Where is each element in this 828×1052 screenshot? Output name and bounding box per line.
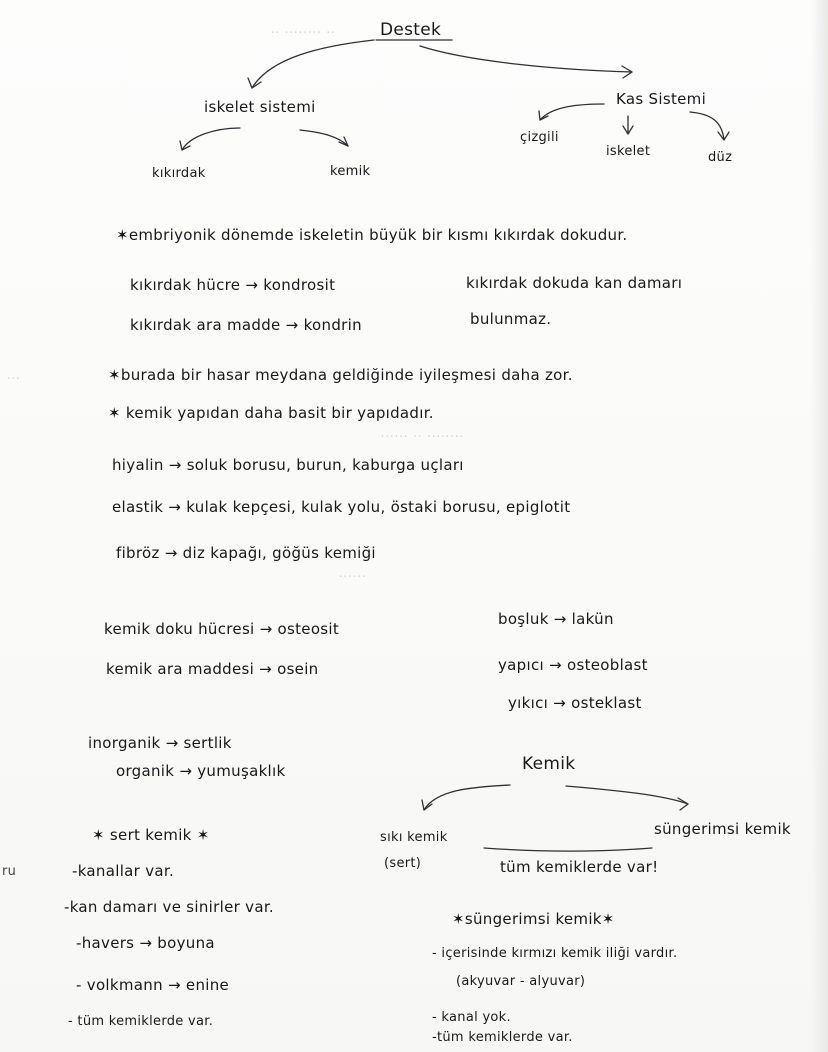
all-bones-note: tüm kemiklerde var! — [500, 858, 659, 876]
spongy-bone-item: (akyuvar - alyuvar) — [456, 974, 586, 989]
arrow-to-muscle — [420, 46, 632, 72]
bleed-through-text: ······ — [338, 570, 366, 585]
spongy-bone-item: - içerisinde kırmızı kemik iliği vardır. — [432, 946, 678, 961]
smooth-muscle-label: düz — [708, 150, 733, 165]
no-vessel-note-line1: kıkırdak dokuda kan damarı — [466, 274, 683, 292]
organic-note: organik → yumuşaklık — [116, 762, 286, 780]
bleed-through-text: ··· — [6, 372, 20, 387]
spongy-bone-item: -tüm kemiklerde var. — [432, 1030, 573, 1045]
hard-bone-item: -kanallar var. — [72, 862, 175, 880]
inorganic-note: inorganik → sertlik — [88, 734, 232, 752]
bone-label: kemik — [330, 164, 371, 179]
muscle-system-label: Kas Sistemi — [616, 90, 707, 108]
bleed-through-text: ········ ·· ······ — [380, 430, 464, 445]
arrow-to-compact — [424, 785, 510, 810]
builder-note: yapıcı → osteoblast — [498, 656, 648, 674]
hard-bone-item: -kan damarı ve sinirler var. — [64, 898, 274, 916]
spongy-bone-title: ✶süngerimsi kemik✶ — [452, 910, 615, 928]
simpler-note: ✶ kemik yapıdan daha basit bir yapıdadır. — [108, 404, 434, 422]
bleed-through-text: ·· ········ ·· — [270, 26, 335, 41]
cavity-note: boşluk → lakün — [498, 610, 614, 628]
arrow-to-skeleton — [252, 40, 374, 88]
hard-bone-item: - volkmann → enine — [76, 976, 230, 994]
damage-note: ✶burada bir hasar meydana geldiğinde iyileşmesi daha zor. — [108, 366, 573, 384]
skeleton-system-label: iskelet sistemi — [204, 98, 316, 116]
cartilage-label: kıkırdak — [152, 166, 206, 181]
no-vessel-note-line2: bulunmaz. — [470, 310, 552, 328]
arrow-to-striated — [540, 104, 604, 120]
hard-bone-item: -havers → boyuna — [76, 934, 215, 952]
hard-bone-title: ✶ sert kemik ✶ — [92, 826, 210, 844]
hard-bone-item: - tüm kemiklerde var. — [68, 1014, 214, 1029]
elastic-note: elastik → kulak kepçesi, kulak yolu, östaki borusu, epiglotit — [112, 498, 571, 516]
page-title: Destek — [380, 20, 442, 40]
cartilage-matrix-note: kıkırdak ara madde → kondrin — [130, 316, 362, 334]
compact-bone-note: (sert) — [384, 856, 422, 871]
bone-matrix-note: kemik ara maddesi → osein — [106, 660, 319, 678]
bone-cell-note: kemik doku hücresi → osteosit — [104, 620, 340, 638]
embryonic-note: ✶embriyonik dönemde iskeletin büyük bir kısmı kıkırdak dokudur. — [116, 226, 628, 244]
destroyer-note: yıkıcı → osteklast — [508, 694, 642, 712]
cartilage-cell-note: kıkırdak hücre → kondrosit — [130, 276, 336, 294]
spongy-bone-label: süngerimsi kemik — [654, 820, 791, 838]
margin-mark: ru — [2, 864, 17, 879]
arrow-to-bone — [300, 130, 348, 146]
arrow-to-smooth — [690, 112, 724, 140]
skeletal-muscle-label: iskelet — [606, 144, 651, 159]
bracket-line — [484, 848, 652, 851]
compact-bone-label: sıkı kemik — [380, 830, 448, 845]
striated-label: çizgili — [520, 130, 559, 145]
bone-tree-title: Kemik — [522, 754, 576, 774]
spongy-bone-item: - kanal yok. — [432, 1010, 511, 1025]
arrow-to-cartilage — [182, 128, 240, 150]
fibrous-note: fibröz → diz kapağı, göğüs kemiği — [116, 544, 376, 562]
arrow-to-spongy — [566, 786, 688, 804]
hyalin-note: hiyalin → soluk borusu, burun, kaburga uçları — [112, 456, 464, 474]
